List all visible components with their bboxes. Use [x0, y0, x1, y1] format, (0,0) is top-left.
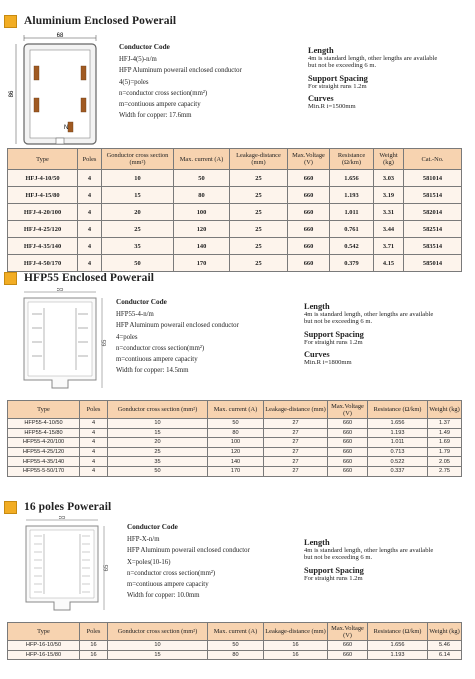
code-line: n=conductor cross section(mm²): [116, 344, 205, 352]
table-row: [8, 641, 462, 651]
table-cell: 4: [78, 204, 102, 221]
table-cell: 660: [328, 438, 368, 448]
table-cell: 25: [230, 204, 288, 221]
table-cell: 660: [288, 204, 330, 221]
section-header-16-poles: [4, 500, 111, 514]
table-row: [8, 187, 462, 204]
column-header: Poles: [80, 401, 108, 419]
table-cell: 581514: [404, 187, 462, 204]
table-cell: 660: [328, 650, 368, 660]
code-line: X=poles(10-16): [127, 558, 171, 566]
table-cell: 1.011: [330, 204, 374, 221]
section-marker-icon: [4, 501, 17, 514]
table-cell: 6.14: [428, 650, 462, 660]
conductor-code-block: [119, 42, 242, 121]
table-cell: HFP-16-15/80: [8, 650, 80, 660]
spec-title-length: Length: [308, 46, 334, 55]
spec-title-support: Support Spacing: [304, 329, 364, 339]
specs-block: [308, 46, 475, 111]
table-row: [8, 419, 462, 429]
dim-side-label: 65: [104, 564, 110, 572]
table-cell: 4: [80, 447, 108, 457]
table-cell: 1.011: [368, 438, 428, 448]
code-line: HFP Aluminum powerail enclosed conductor: [127, 547, 250, 555]
table-cell: 15: [102, 187, 174, 204]
table-cell: HFP55-4-20/100: [8, 438, 80, 448]
table-cell: HFP55-5-50/170: [8, 466, 80, 476]
column-header: Max.Voltage (V): [288, 149, 330, 170]
column-header: Resistance (Ω/km): [330, 149, 374, 170]
code-line: Width for copper: 17.6mm: [119, 112, 192, 120]
spec-title-support: Support Spacing: [304, 565, 364, 575]
table-cell: 50: [102, 255, 174, 272]
table-row: [8, 447, 462, 457]
table-cell: 5.46: [428, 641, 462, 651]
code-line: m=contiuous ampere capacity: [119, 101, 201, 109]
table-cell: HFJ-4-50/170: [8, 255, 78, 272]
aluminium-powerail-cross-section-drawing: [6, 32, 106, 152]
table-cell: 660: [288, 221, 330, 238]
table-cell: 120: [208, 447, 264, 457]
spec-text: For straight runs 1.2m: [304, 574, 363, 582]
table-row: [8, 170, 462, 187]
conductor-code-block: [127, 522, 250, 601]
hfp55-cross-section-drawing: [10, 288, 110, 398]
spec-title-length: Length: [304, 302, 330, 311]
table-cell: 4.15: [374, 255, 404, 272]
section-title: HFP55 Enclosed Powerail: [24, 272, 155, 284]
code-line: m=contiuous ampere capacity: [127, 581, 209, 589]
column-header: Resistance (Ω/km): [368, 623, 428, 641]
table-cell: 582514: [404, 221, 462, 238]
table-cell: HFJ-4-10/50: [8, 170, 78, 187]
dim-top-label: 55: [56, 288, 64, 293]
code-line: 4=poles: [116, 333, 138, 341]
column-header: Poles: [80, 623, 108, 641]
table-cell: 4: [80, 419, 108, 429]
table-cell: 15: [108, 650, 208, 660]
table-cell: 27: [264, 466, 328, 476]
spec-text: but not be exceeding 6 m.: [304, 318, 373, 326]
column-header: Max.Voltage (V): [328, 401, 368, 419]
table-cell: 1.656: [368, 419, 428, 429]
spec-text: 4m is standard length, other lengths are available: [308, 55, 438, 62]
column-header: Cat.-No.: [404, 149, 462, 170]
table-cell: 25: [230, 187, 288, 204]
table-cell: 4: [80, 438, 108, 448]
spec-text: For straight runs 1.2m: [308, 82, 367, 90]
table-cell: HFJ-4-25/120: [8, 221, 78, 238]
spec-title-support: Support Spacing: [308, 73, 368, 83]
table-cell: 35: [102, 238, 174, 255]
code-line: HFJ-4(5)-n/m: [119, 56, 157, 64]
spec-text: Min.R i=1500mm: [308, 103, 356, 111]
code-line: 4(5)=poles: [119, 78, 149, 86]
column-header: Type: [8, 149, 78, 170]
code-line: HFP Aluminum powerail enclosed conductor: [119, 67, 242, 75]
table-cell: 25: [230, 170, 288, 187]
specs-block: [304, 302, 471, 367]
column-header: Type: [8, 623, 80, 641]
table-cell: 50: [108, 466, 208, 476]
table-cell: 1.79: [428, 447, 462, 457]
table-cell: 80: [174, 187, 230, 204]
table-cell: HFP55-4-15/80: [8, 428, 80, 438]
table-cell: 2.75: [428, 466, 462, 476]
column-header: Leakage-distance (mm): [264, 401, 328, 419]
table-cell: 35: [108, 457, 208, 467]
code-line: Width for copper: 14.5mm: [116, 367, 189, 375]
table-cell: 170: [174, 255, 230, 272]
table-cell: 1.193: [330, 187, 374, 204]
table-cell: 660: [328, 641, 368, 651]
section-header-aluminium: [4, 14, 176, 28]
table-cell: 4: [80, 428, 108, 438]
table-cell: 1.656: [330, 170, 374, 187]
table-row: [8, 428, 462, 438]
specs-block: [304, 538, 471, 582]
table-cell: 15: [108, 428, 208, 438]
table-cell: 140: [208, 457, 264, 467]
section-marker-icon: [4, 15, 17, 28]
code-line: HFP55-4-n/m: [116, 311, 154, 319]
spec-text: For straight runs 1.2m: [304, 338, 363, 346]
column-header: Gonductor cross section (mm²): [108, 623, 208, 641]
table-cell: 20: [108, 438, 208, 448]
column-header: Weight (kg): [374, 149, 404, 170]
table-cell: 585014: [404, 255, 462, 272]
conductor-code-heading: Conductor Code: [119, 43, 170, 51]
table-cell: 581014: [404, 170, 462, 187]
neutral-marker-label: N: [64, 125, 69, 131]
column-header: Weight (kg): [428, 401, 462, 419]
conductor-code-block: [116, 297, 239, 376]
table-cell: 25: [230, 221, 288, 238]
table-cell: 0.337: [368, 466, 428, 476]
table-cell: 3.31: [374, 204, 404, 221]
table-cell: 1.193: [368, 650, 428, 660]
table-cell: HFJ-4-15/80: [8, 187, 78, 204]
column-header: Max.Voltage (V): [328, 623, 368, 641]
16-poles-cross-section-drawing: [12, 516, 112, 618]
table-row: [8, 438, 462, 448]
column-header: Type: [8, 401, 80, 419]
table-cell: 660: [328, 466, 368, 476]
table-cell: 4: [80, 457, 108, 467]
column-header: Leakage-distance (mm): [230, 149, 288, 170]
table-cell: HFP55-4-25/120: [8, 447, 80, 457]
table-cell: 16: [80, 641, 108, 651]
table-cell: 0.761: [330, 221, 374, 238]
table-cell: 660: [328, 419, 368, 429]
table-cell: 660: [288, 238, 330, 255]
table-cell: 100: [174, 204, 230, 221]
table-cell: 3.03: [374, 170, 404, 187]
conductor-code-heading: Conductor Code: [116, 298, 167, 306]
table-row: [8, 204, 462, 221]
spec-title-curves: Curves: [304, 350, 330, 360]
column-header: Resistance (Ω/km): [368, 401, 428, 419]
table-cell: 10: [102, 170, 174, 187]
dim-side-label: 65: [102, 339, 108, 347]
code-line: n=conductor cross section(mm²): [127, 569, 216, 577]
table-cell: 25: [102, 221, 174, 238]
table-cell: 170: [208, 466, 264, 476]
conductor-code-heading: Conductor Code: [127, 523, 178, 531]
table-cell: 1.37: [428, 419, 462, 429]
aluminium-spec-table: [7, 148, 462, 272]
code-line: HFP Aluminum powerail enclosed conductor: [116, 322, 239, 330]
column-header: Max. current (A): [208, 623, 264, 641]
table-cell: 27: [264, 428, 328, 438]
table-cell: 4: [78, 221, 102, 238]
table-cell: 582014: [404, 204, 462, 221]
table-cell: 10: [108, 641, 208, 651]
code-line: HFP-X-n/m: [127, 536, 160, 544]
table-cell: 16: [264, 641, 328, 651]
table-cell: 1.49: [428, 428, 462, 438]
table-cell: 1.656: [368, 641, 428, 651]
table-cell: 4: [80, 466, 108, 476]
dim-top-label: 68: [56, 33, 64, 39]
table-cell: 3.19: [374, 187, 404, 204]
code-line: n=conductor cross section(mm²): [119, 89, 208, 97]
table-cell: 0.522: [368, 457, 428, 467]
table-cell: 3.71: [374, 238, 404, 255]
column-header: Gonductor cross section (mm²): [108, 401, 208, 419]
spec-text: but not be exceeding 6 m.: [308, 62, 377, 70]
table-cell: 2.05: [428, 457, 462, 467]
section-header-hfp55: [4, 271, 154, 285]
table-cell: HFP55-4-35/140: [8, 457, 80, 467]
table-cell: 27: [264, 419, 328, 429]
table-cell: 660: [328, 457, 368, 467]
section-title: 16 poles Powerail: [24, 501, 112, 513]
spec-text: Min.R i=1800mm: [304, 359, 352, 367]
table-cell: HFJ-4-20/100: [8, 204, 78, 221]
column-header: Poles: [78, 149, 102, 170]
table-cell: 25: [108, 447, 208, 457]
code-line: Width for copper: 10.0mm: [127, 592, 200, 600]
table-cell: 50: [208, 641, 264, 651]
table-cell: 1.193: [368, 428, 428, 438]
column-header: Leakage-distance (mm): [264, 623, 328, 641]
table-cell: 50: [208, 419, 264, 429]
table-cell: 4: [78, 170, 102, 187]
table-cell: 50: [174, 170, 230, 187]
table-row: [8, 238, 462, 255]
table-cell: 660: [328, 447, 368, 457]
table-cell: 660: [288, 255, 330, 272]
table-cell: 660: [328, 428, 368, 438]
table-cell: 27: [264, 457, 328, 467]
table-row: [8, 466, 462, 476]
table-cell: 0.713: [368, 447, 428, 457]
spec-text: but not be exceeding 6 m.: [304, 554, 373, 562]
table-cell: 4: [78, 238, 102, 255]
table-cell: 0.542: [330, 238, 374, 255]
table-cell: 27: [264, 438, 328, 448]
table-cell: 660: [288, 187, 330, 204]
table-cell: 27: [264, 447, 328, 457]
table-cell: HFP55-4-10/50: [8, 419, 80, 429]
table-cell: 0.379: [330, 255, 374, 272]
dim-side-label: 86: [9, 90, 15, 98]
table-cell: 583514: [404, 238, 462, 255]
table-cell: 20: [102, 204, 174, 221]
spec-text: 4m is standard length, other lengths are available: [304, 547, 434, 554]
table-cell: 10: [108, 419, 208, 429]
table-cell: 140: [174, 238, 230, 255]
spec-text: 4m is standard length, other lengths are available: [304, 311, 434, 318]
table-cell: 25: [230, 238, 288, 255]
column-header: Weight (kg): [428, 623, 462, 641]
section-title: Aluminium Enclosed Powerail: [24, 15, 177, 27]
spec-title-length: Length: [304, 538, 330, 547]
table-cell: HFJ-4-35/140: [8, 238, 78, 255]
table-cell: 25: [230, 255, 288, 272]
column-header: Gonductor cross section (mm²): [102, 149, 174, 170]
table-cell: 80: [208, 650, 264, 660]
section-marker-icon: [4, 272, 17, 285]
table-cell: 100: [208, 438, 264, 448]
table-cell: 660: [288, 170, 330, 187]
table-cell: 3.44: [374, 221, 404, 238]
dim-top-label: 55: [58, 516, 66, 521]
16-poles-spec-table: [7, 622, 462, 660]
spec-title-curves: Curves: [308, 94, 334, 104]
table-cell: 16: [264, 650, 328, 660]
column-header: Max. current (A): [174, 149, 230, 170]
table-cell: 80: [208, 428, 264, 438]
table-cell: 120: [174, 221, 230, 238]
table-cell: 4: [78, 187, 102, 204]
hfp55-spec-table: [7, 400, 462, 477]
table-row: [8, 457, 462, 467]
code-line: m=contiuous ampere capacity: [116, 356, 198, 364]
column-header: Max. current (A): [208, 401, 264, 419]
table-cell: 4: [78, 255, 102, 272]
table-cell: HFP-16-10/50: [8, 641, 80, 651]
table-cell: 1.69: [428, 438, 462, 448]
table-row: [8, 650, 462, 660]
table-cell: 16: [80, 650, 108, 660]
table-row: [8, 221, 462, 238]
table-row: [8, 255, 462, 272]
